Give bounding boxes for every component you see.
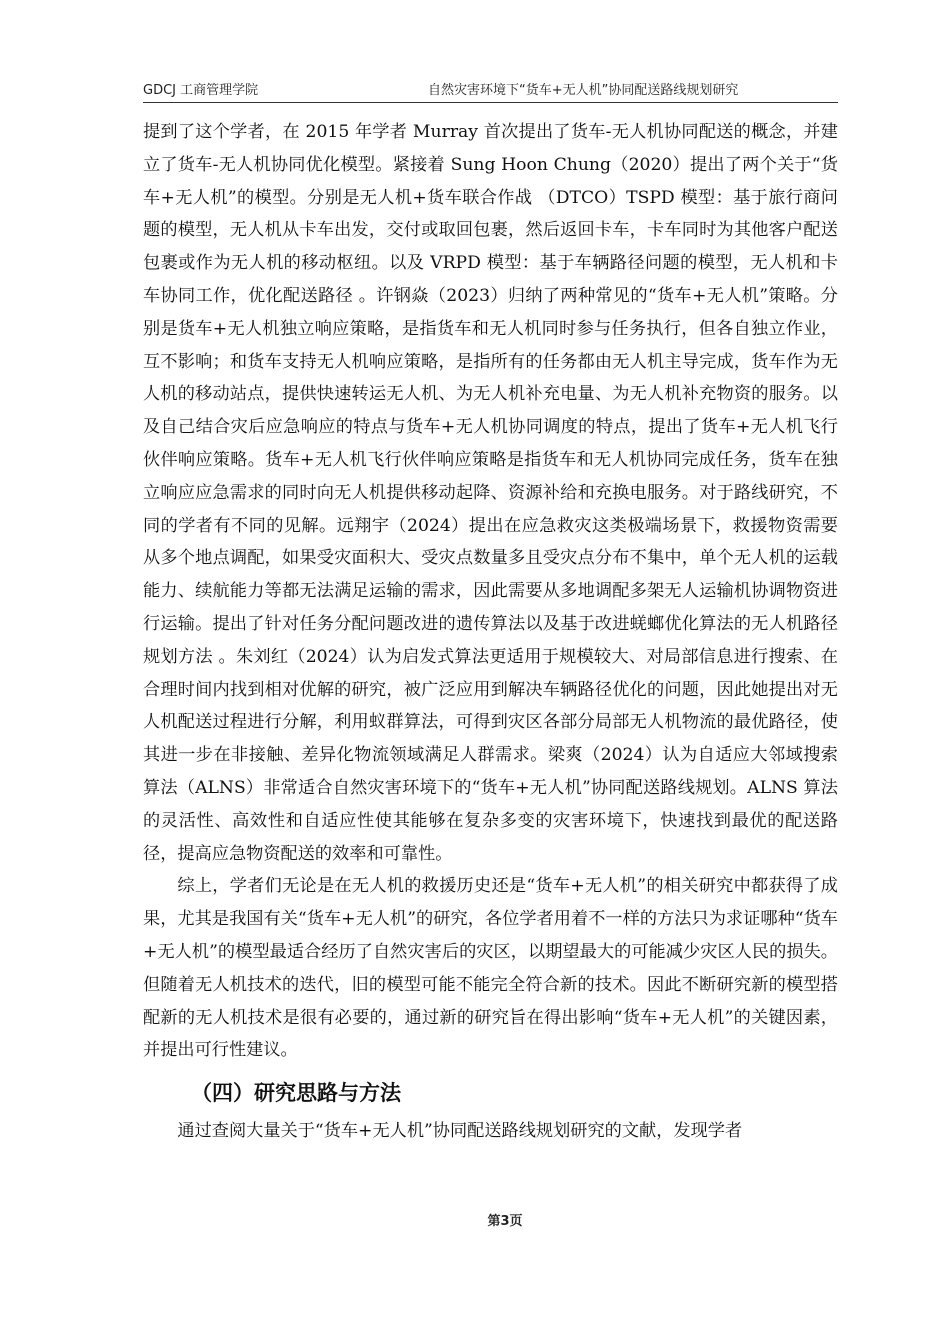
header-document-title: 自然灾害环境下“货车+无人机”协同配送路线规划研究 (428, 83, 739, 98)
paragraph-literature-review: 提到了这个学者，在 2015 年学者 Murray 首次提出了货车-无人机协同配送的概念，并建立了货车-无人机协同优化模型。紧接着 Sung Hoon Chung（2020）提出了两个关于“货车+无人机”的模型。分别是无人机+货车联合作战 （DTCO）TSPD 模型：基于旅行商问题的模型，无人机从卡车出发，交付或取回包裹，然后返回卡车，卡车同时为其他客户配送包裹或作为无人机的移动枢纽。以及 VRPD 模型：基于车辆路径问题的模型，无人机和卡车协同工作，优化配送路径 。许钢焱（2023）归纳了两种常见的“货车+无人机”策略。分别是货车+无人机独立响应策略，是指货车和无人机同时参与任务执行，但各自独立作业，互不影响；和货车支持无人机响应策略，是指所有的任务都由无人机主导完成，货车作为无人机的移动站点，提供快速转运无人机、为无人机补充电量、为无人机补充物资的服务。以及自己结合灾后应急响应的特点与货车+无人机协同调度的特点，提出了货车+无人机飞行伙伴响应策略。货车+无人机飞行伙伴响应策略是指货车和无人机协同完成任务，货车在独立响应应急需求的同时向无人机提供移动起降、资源补给和充换电服务。对于路线研究，不同的学者有不同的见解。远翔宇（2024）提出在应急救灾这类极端场景下，救援物资需要从多个地点调配，如果受灾面积大、受灾点数量多且受灾点分布不集中，单个无人机的运载能力、续航能力等都无法满足运输的需求，因此需要从多地调配多架无人运输机协调物资进行运输。提出了针对任务分配问题改进的遗传算法以及基于改进蜣螂优化算法的无人机路径规划方法 。朱刘红（2024）认为启发式算法更适用于规模较大、对局部信息进行搜索、在合理时间内找到相对优解的研究，被广泛应用到解决车辆路径优化的问题，因此她提出对无人机配送过程进行分解，利用蚁群算法，可得到灾区各部分局部无人机物流的最优路径，使其进一步在非接触、差异化物流领域满足人群需求。梁爽（2024）认为自适应大邻域搜索算法（ALNS）非常适合自然灾害环境下的“货车+无人机”协同配送路线规划。ALNS 算法的灵活性、高效性和自适应性使其能够在复杂多变的灾害环境下，快速找到最优的配送路径，提高应急物资配送的效率和可靠性。 (143, 122, 838, 864)
header-institution: GDCJ 工商管理学院 (143, 83, 259, 98)
page-number: 第3页 (487, 1214, 523, 1229)
paragraph-method-intro: 通过查阅大量关于“货车+无人机”协同配送路线规划研究的文献，发现学者 (177, 1121, 743, 1142)
page-header (143, 79, 838, 99)
section-heading: （四）研究思路与方法 (191, 1081, 401, 1106)
paragraph-summary: 综上，学者们无论是在无人机的救援历史还是“货车+无人机”的相关研究中都获得了成果，尤其是我国有关“货车+无人机”的研究，各位学者用着不一样的方法只为求证哪种“货车+无人机”的模型最适合经历了自然灾害后的灾区，以期望最大的可能减少灾区人民的损失。但随着无人机技术的迭代，旧的模型可能不能完全符合新的技术。因此不断研究新的模型搭配新的无人机技术是很有必要的，通过新的研究旨在得出影响“货车+无人机”的关键因素，并提出可行性建议。 (143, 876, 838, 1061)
header-divider (143, 102, 838, 103)
body-text (143, 116, 838, 1148)
